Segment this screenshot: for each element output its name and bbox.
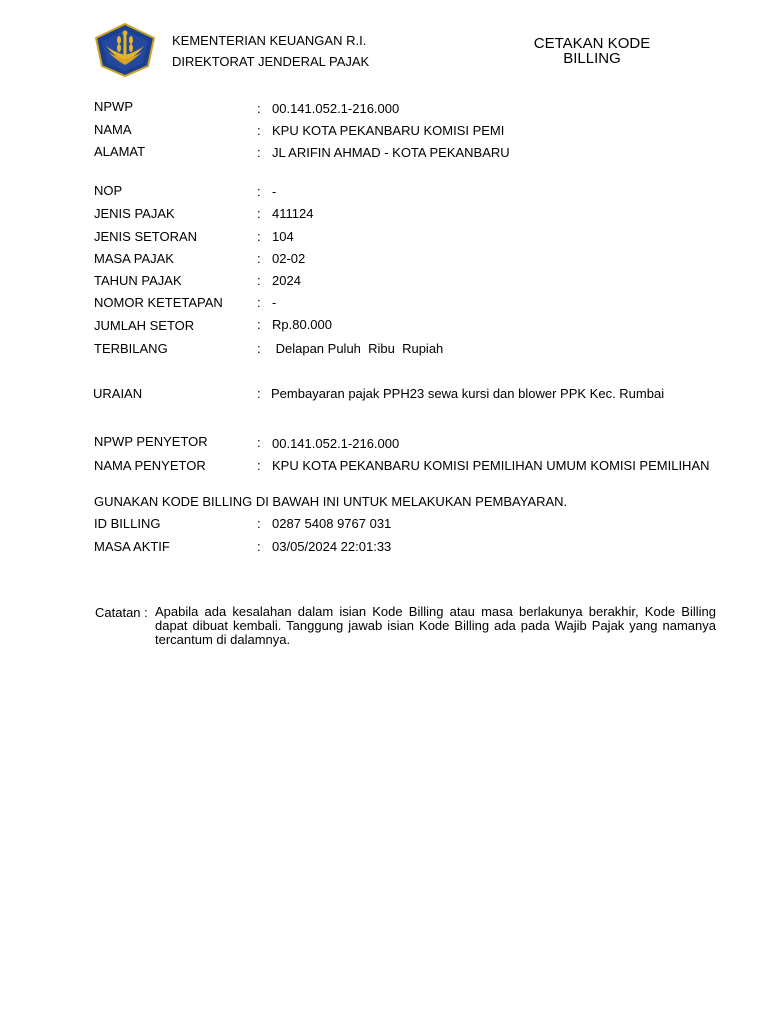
tahun-pajak-label: TAHUN PAJAK — [94, 273, 182, 288]
nomor-ketetapan-colon: : — [257, 295, 261, 310]
jenis-setoran-colon: : — [257, 229, 261, 244]
jenis-pajak-label: JENIS PAJAK — [94, 206, 175, 221]
nop-value: - — [272, 184, 277, 199]
id-billing-label: ID BILLING — [94, 516, 161, 531]
nama-value: KPU KOTA PEKANBARU KOMISI PEMI — [272, 123, 505, 138]
nama-penyetor-label: NAMA PENYETOR — [94, 458, 206, 473]
npwp-label: NPWP — [94, 99, 133, 114]
jumlah-setor-colon: : — [257, 317, 261, 332]
alamat-colon: : — [257, 145, 261, 160]
npwp-penyetor-label: NPWP PENYETOR — [94, 434, 208, 449]
masa-pajak-value: 02-02 — [272, 251, 306, 266]
tahun-pajak-value: 2024 — [272, 273, 301, 288]
jumlah-setor-value: Rp.80.000 — [272, 317, 332, 332]
document-title-line1: CETAKAN KODE — [533, 35, 651, 52]
masa-aktif-label: MASA AKTIF — [94, 539, 170, 554]
org-ministry-name: KEMENTERIAN KEUANGAN R.I. — [172, 33, 367, 48]
tahun-pajak-colon: : — [257, 273, 261, 288]
terbilang-label: TERBILANG — [94, 341, 168, 356]
nomor-ketetapan-label: NOMOR KETETAPAN — [94, 295, 223, 310]
uraian-colon: : — [257, 386, 261, 401]
masa-aktif-value: 03/05/2024 22:01:33 — [272, 539, 392, 554]
org-directorate-name: DIREKTORAT JENDERAL PAJAK — [172, 54, 370, 69]
payment-instruction: GUNAKAN KODE BILLING DI BAWAH INI UNTUK MELAKUKAN PEMBAYARAN. — [94, 494, 568, 509]
terbilang-value: Delapan Puluh Ribu Rupiah — [272, 341, 444, 356]
alamat-label: ALAMAT — [94, 144, 146, 159]
npwp-value: 00.141.052.1-216.000 — [272, 101, 400, 116]
nomor-ketetapan-value: - — [272, 295, 277, 310]
nama-label: NAMA — [94, 122, 132, 137]
jenis-pajak-value: 411124 — [272, 206, 314, 221]
jenis-setoran-label: JENIS SETORAN — [94, 229, 198, 244]
alamat-value: JL ARIFIN AHMAD - KOTA PEKANBARU — [272, 145, 510, 160]
document-title — [522, 36, 662, 66]
jumlah-setor-label: JUMLAH SETOR — [94, 318, 195, 333]
npwp-colon: : — [257, 101, 261, 116]
npwp-penyetor-value: 00.141.052.1-216.000 — [272, 436, 400, 451]
uraian-label: URAIAN — [93, 386, 143, 401]
document-title-line2: BILLING — [563, 50, 621, 67]
jenis-pajak-colon: : — [257, 206, 261, 221]
masa-pajak-label: MASA PAJAK — [94, 251, 174, 266]
nop-colon: : — [257, 184, 261, 199]
terbilang-colon: : — [257, 341, 261, 356]
nop-label: NOP — [94, 183, 123, 198]
npwp-penyetor-colon: : — [257, 435, 261, 450]
id-billing-value: 0287 5408 9767 031 — [272, 516, 392, 531]
nama-penyetor-value: KPU KOTA PEKANBARU KOMISI PEMILIHAN UMUM KOMISI PEMILIHAN — [272, 458, 710, 473]
masa-aktif-colon: : — [257, 539, 261, 554]
nama-penyetor-colon: : — [257, 458, 261, 473]
id-billing-colon: : — [257, 516, 261, 531]
uraian-value: Pembayaran pajak PPH23 sewa kursi dan blower PPK Kec. Rumbai — [271, 386, 665, 401]
note-label: Catatan : — [95, 605, 148, 620]
masa-pajak-colon: : — [257, 251, 261, 266]
note-text: Apabila ada kesalahan dalam isian Kode Billing atau masa berlakunya berakhir, Kode Billing dapat dibuat kembali. Tanggung jawab isian Kode Billing ada pada Wajib Pajak yang namanya tercantum di dalamnya. — [155, 604, 716, 647]
jenis-setoran-value: 104 — [272, 229, 294, 244]
kemenkeu-logo-icon — [94, 22, 156, 78]
nama-colon: : — [257, 123, 261, 138]
